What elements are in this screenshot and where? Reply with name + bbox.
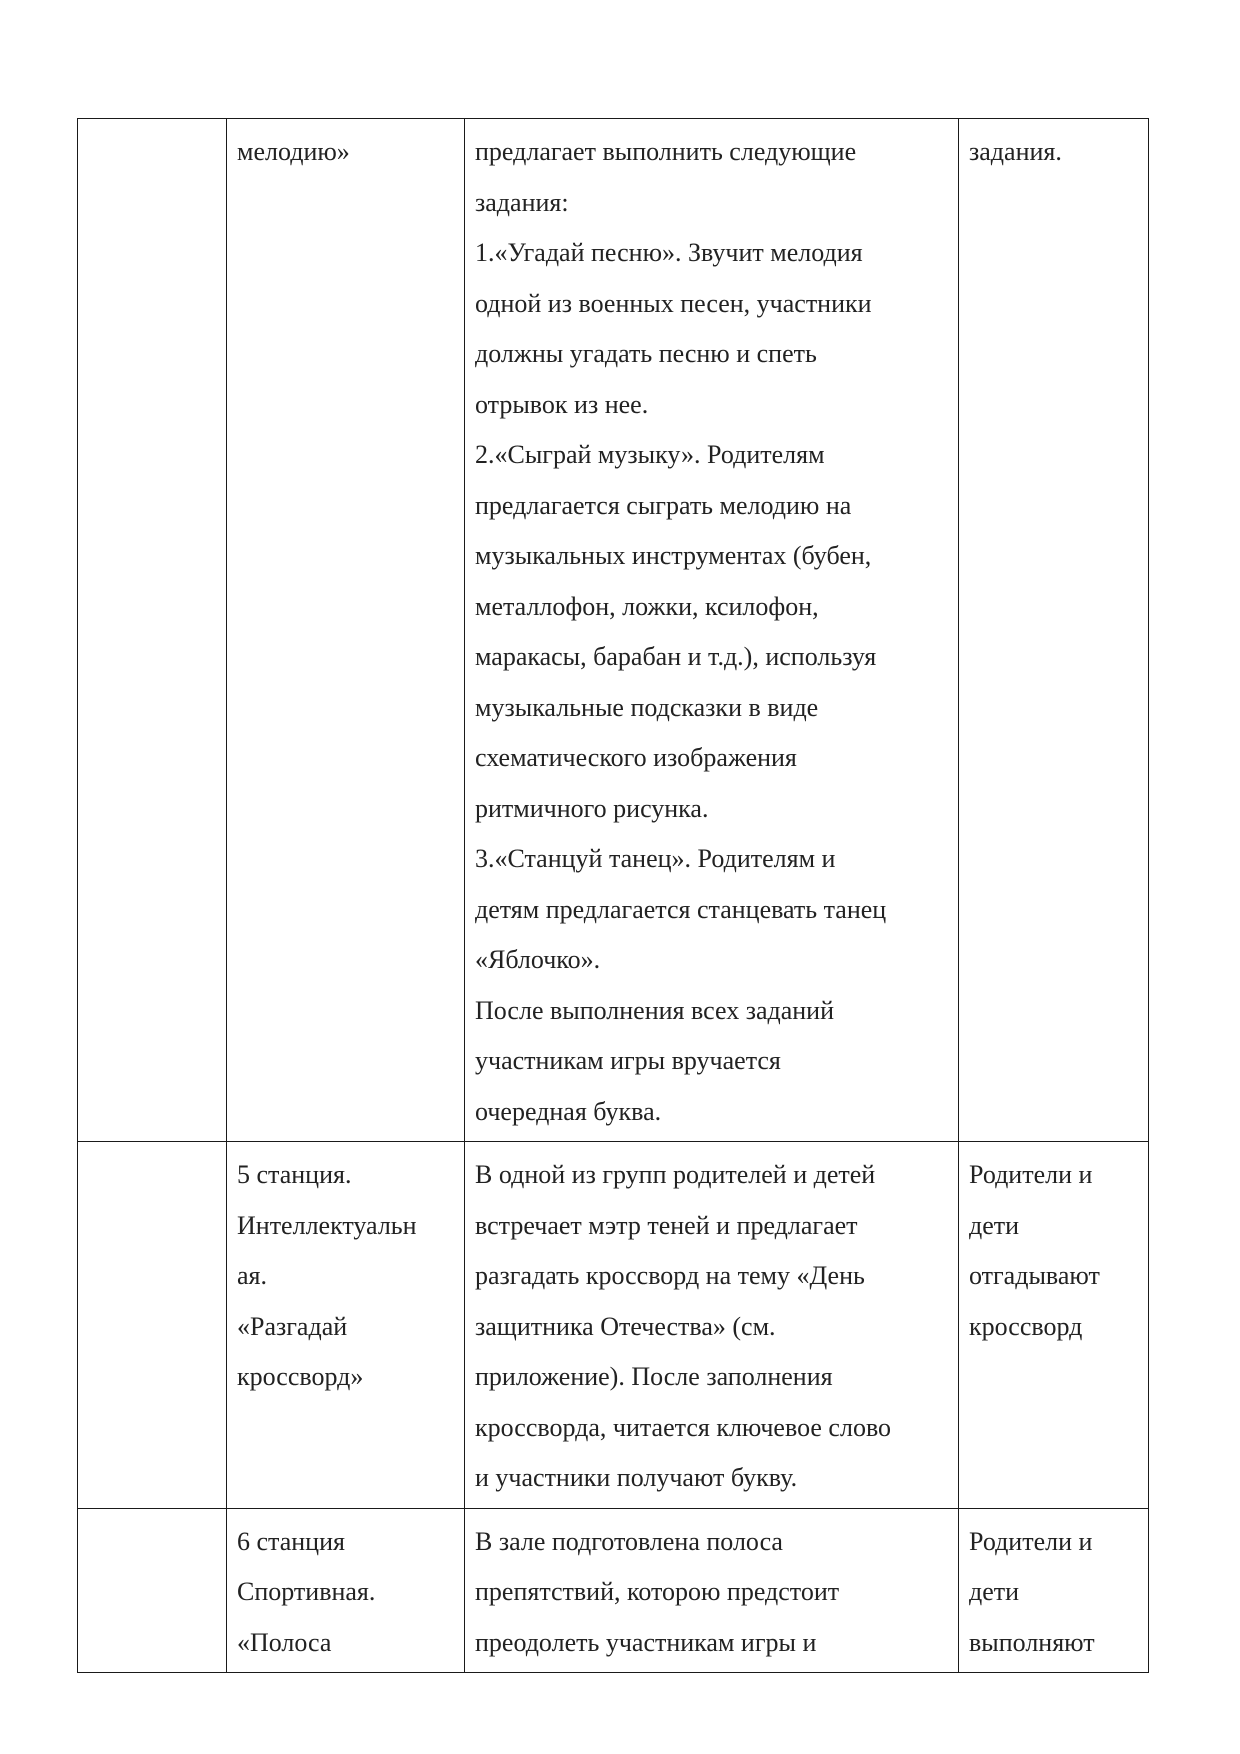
description-line: 1.«Угадай песню». Звучит мелодия (475, 238, 863, 267)
station-line: 6 станция (237, 1526, 345, 1556)
cell-result (959, 119, 1149, 1142)
description-line: детям предлагается станцевать танец (475, 894, 887, 924)
result-line: дети (969, 1577, 1020, 1606)
result-line: Родители и (969, 1160, 1093, 1189)
description-line: музыкальные подсказки в виде (475, 692, 819, 722)
description-line: и участники получают букву. (475, 1463, 798, 1492)
description-line: препятствий, которою предстоит (475, 1577, 840, 1606)
station-line: «Полоса (237, 1627, 332, 1657)
description-line: В одной из групп родителей и детей (475, 1160, 876, 1189)
station-line: кроссворд» (237, 1362, 364, 1391)
description-line: маракасы, барабан и т.д.), используя (475, 642, 877, 671)
description-line: «Яблочко». (475, 945, 601, 974)
station-line: 5 станция. (237, 1160, 352, 1189)
description-line: задания: (475, 187, 569, 217)
cell-number (78, 119, 227, 1142)
description-line: металлофон, ложки, ксилофон, (475, 591, 819, 621)
station-line: «Разгадай (237, 1311, 348, 1341)
description-line: 2.«Сыграй музыку». Родителям (475, 440, 825, 469)
result-line: Родители и (969, 1526, 1093, 1556)
result-line: отгадывают (969, 1261, 1100, 1290)
description-line: участникам игры вручается (475, 1046, 781, 1075)
station-line: ая. (237, 1261, 267, 1290)
description-line: встречает мэтр теней и предлагает (475, 1210, 858, 1240)
description-line: музыкальных инструментах (бубен, (475, 541, 872, 570)
description-line: очередная буква. (475, 1096, 662, 1126)
description-line: отрывок из нее. (475, 389, 649, 419)
description-line: приложение). После заполнения (475, 1362, 833, 1391)
description-line: схематического изображения (475, 743, 797, 772)
description-line: предлагается сыграть мелодию на (475, 490, 852, 520)
description-line: преодолеть участникам игры и (475, 1627, 817, 1657)
cell-description (465, 1142, 959, 1509)
description-line: предлагает выполнить следующие (475, 137, 857, 166)
description-line: разгадать кроссворд на тему «День (475, 1261, 865, 1290)
cell-number (78, 1142, 227, 1509)
cell-station (227, 1508, 465, 1673)
table-row (78, 1508, 1149, 1673)
description-line: кроссворда, читается ключевое слово (475, 1412, 892, 1442)
result-line: задания. (969, 137, 1062, 166)
description-line: 3.«Станцуй танец». Родителям и (475, 844, 836, 873)
station-line: мелодию» (237, 137, 350, 166)
description-line: ритмичного рисунка. (475, 793, 709, 823)
cell-station (227, 1142, 465, 1509)
activity-table (77, 118, 1149, 1673)
cell-description (465, 119, 959, 1142)
description-line: В зале подготовлена полоса (475, 1526, 783, 1556)
cell-number (78, 1508, 227, 1673)
cell-station (227, 119, 465, 1142)
description-line: После выполнения всех заданий (475, 995, 835, 1025)
description-line: защитника Отечества» (см. (475, 1311, 776, 1341)
station-line: Интеллектуальн (237, 1210, 417, 1240)
cell-result (959, 1508, 1149, 1673)
result-line: выполняют (969, 1627, 1095, 1657)
result-line: дети (969, 1210, 1020, 1240)
table-row (78, 119, 1149, 1142)
station-line: Спортивная. (237, 1577, 376, 1606)
description-line: одной из военных песен, участники (475, 288, 872, 318)
result-line: кроссворд (969, 1311, 1083, 1341)
cell-description (465, 1508, 959, 1673)
table-row (78, 1142, 1149, 1509)
description-line: должны угадать песню и спеть (475, 339, 817, 368)
cell-result (959, 1142, 1149, 1509)
